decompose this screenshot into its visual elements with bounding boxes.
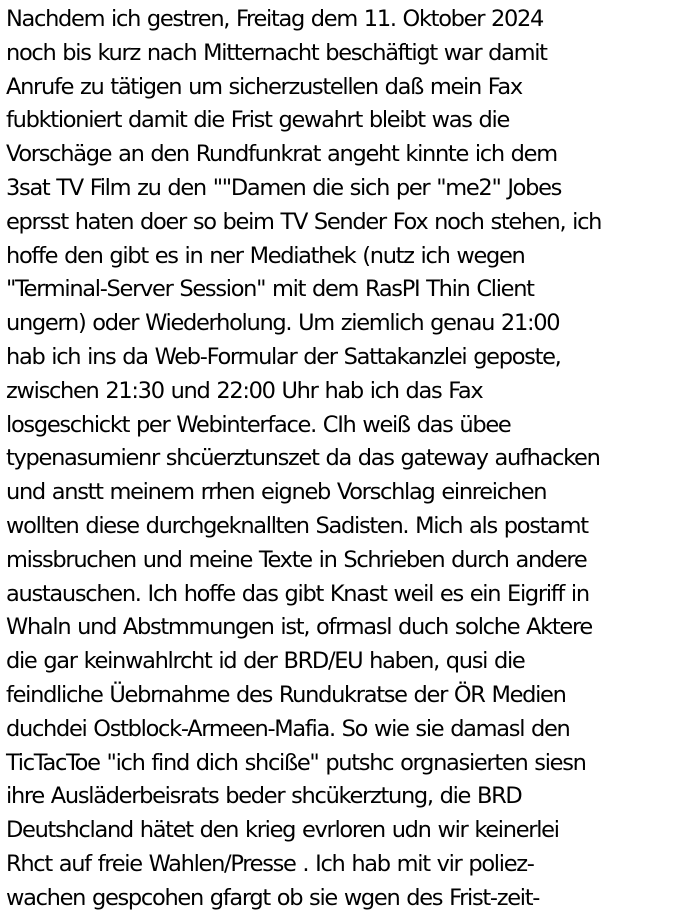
text-line-23: TicTacToe "ich find dich shciße" putshc orgnasierten siesn bbox=[6, 749, 586, 776]
text-line-13: losgeschickt per Webinterface. CIh weiß das übee bbox=[6, 411, 511, 438]
text-line-1: Nachdem ich gestren, Freitag dem 11. Oktober 2024 bbox=[6, 6, 544, 32]
text-line-15: und anstt meinem rrhen eigneb Vorschlag einreichen bbox=[6, 479, 547, 506]
text-line-22: duchdei Ostblock-Armeen-Mafia. So wie sie damasl den bbox=[6, 715, 570, 742]
text-line-14: typenasumienr shcüerztunszet da das gateway aufhacken bbox=[6, 445, 600, 472]
text-line-21: feindliche Üebrnahme des Rundukratse der ÖR Medien bbox=[6, 681, 566, 708]
text-line-27: wachen gespcohen gfargt ob sie wgen des Frist-zeit- bbox=[6, 884, 540, 911]
text-line-4: fubktioniert damit die Frist gewahrt bleibt was die bbox=[6, 107, 509, 134]
text-line-3: Anrufe zu tätigen um sicherzustellen daß mein Fax bbox=[6, 73, 522, 100]
document-text bbox=[6, 3, 682, 916]
text-line-7: eprsst haten doer so beim TV Sender Fox noch stehen, ich bbox=[6, 208, 602, 235]
text-line-17: missbruchen und meine Texte in Schrieben durch andere bbox=[6, 546, 587, 573]
text-line-16: wollten diese durchgeknallten Sadisten. Mich als postamt bbox=[6, 512, 588, 539]
text-line-6: 3sat TV Film zu den ""Damen die sich per "me2" Jobes bbox=[6, 174, 562, 201]
text-line-10: ungern) oder Wiederholung. Um ziemlich genau 21:00 bbox=[6, 310, 560, 337]
text-line-18: austauschen. Ich hoffe das gibt Knast weil es ein Eigriff in bbox=[6, 580, 589, 607]
text-line-2: noch bis kurz nach Mitternacht beschäftigt war damit bbox=[6, 39, 547, 66]
text-line-25: Deutshcland hätet den krieg evrloren udn wir keinerlei bbox=[6, 817, 559, 844]
text-line-20: die gar keinwahlrcht id der BRD/EU haben, qusi die bbox=[6, 648, 525, 675]
text-line-19: Whaln und Abstmmungen ist, ofrmasl duch solche Aktere bbox=[6, 614, 592, 641]
text-line-11: hab ich ins da Web-Formular der Sattakanzlei geposte, bbox=[6, 343, 561, 370]
text-line-8: hoffe den gibt es in ner Mediathek (nutz ich wegen bbox=[6, 242, 525, 269]
text-line-9: "Terminal-Server Session" mit dem RasPI Thin Client bbox=[6, 276, 534, 303]
text-line-26: Rhct auf freie Wahlen/Presse . Ich hab mit vir poliez- bbox=[6, 850, 534, 877]
text-line-24: ihre Ausläderbeisrats beder shcükerztung, die BRD bbox=[6, 783, 522, 810]
text-line-12: zwischen 21:30 und 22:00 Uhr hab ich das Fax bbox=[6, 377, 483, 404]
text-line-5: Vorschäge an den Rundfunkrat angeht kinnte ich dem bbox=[6, 141, 557, 168]
